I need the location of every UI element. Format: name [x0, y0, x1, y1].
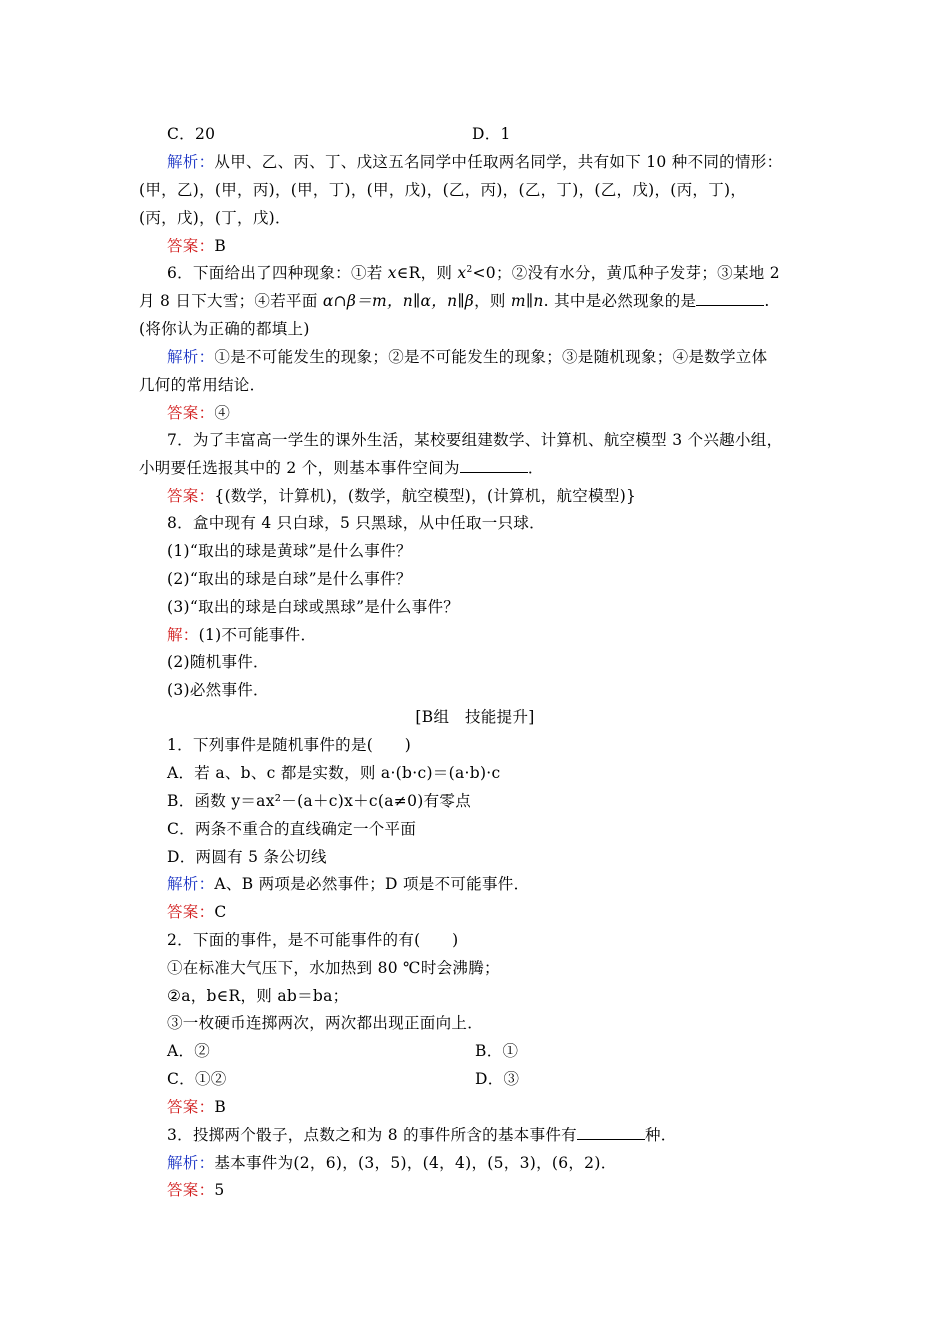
answer-value: {(数学，计算机)，(数学，航空模型)，(计算机，航空模型)}: [214, 487, 637, 505]
analysis-text: 基本事件为(2，6)，(3，5)，(4，4)，(5，3)，(6，2)．: [214, 1154, 617, 1172]
answer-blank: [577, 1125, 645, 1140]
b2-item1: ①在标准大气压下，水加热到 80 ℃时会沸腾；: [167, 959, 500, 977]
q5-analysis-line3: (丙，戊)，(丁，戊)．: [139, 209, 291, 227]
b1-option-d: D．两圆有 5 条公切线: [167, 848, 327, 866]
b2-option-b: B．①: [475, 1042, 519, 1060]
b3-end: 种．: [644, 1126, 677, 1144]
q6-math: α∩β＝m，n∥α，n∥β: [322, 292, 475, 310]
q6-line3: (将你认为正确的都填上): [139, 320, 310, 338]
answer-value: ④: [214, 404, 231, 422]
answer-value: B: [214, 237, 227, 255]
q8-part3: (3)“取出的球是白球或黑球”是什么事件？: [167, 598, 460, 616]
q8-part2: (2)“取出的球是白球”是什么事件？: [167, 570, 412, 588]
q6-text-2b: ，则: [474, 292, 511, 310]
q6-text-2a: 月 8 日下大雪；④若平面: [139, 292, 323, 310]
b3-stem: [167, 1125, 677, 1145]
option-row-q4: [167, 124, 511, 144]
answer-label: 答案：: [167, 903, 215, 921]
b2-options-row1: [167, 1041, 519, 1061]
q7-answer: [167, 486, 636, 506]
option-d: D．1: [472, 125, 511, 143]
b2-stem: 2．下面的事件，是不可能事件的有( ): [167, 931, 459, 949]
q7-text: 小明要任选报其中的 2 个，则基本事件空间为: [139, 459, 460, 477]
q7-end: ．: [527, 459, 544, 477]
b1-analysis: [167, 874, 529, 894]
q6-math2: m∥n: [510, 292, 544, 310]
answer-label: 答案：: [167, 1098, 215, 1116]
b3-text: 3．投掷两个骰子，点数之和为 8 的事件所含的基本事件有: [167, 1126, 577, 1144]
q6-sup: 2: [466, 264, 473, 275]
answer-label: 答案：: [167, 1181, 215, 1199]
b2-option-a: A．②: [167, 1042, 211, 1060]
q6-line2: [139, 291, 770, 311]
analysis-label: 解析：: [167, 153, 215, 171]
b2-answer: [167, 1097, 226, 1117]
analysis-label: 解析：: [167, 875, 215, 893]
answer-value: C: [214, 903, 227, 921]
b2-option-c: C．①②: [167, 1070, 227, 1088]
b2-options-row2: [167, 1069, 520, 1089]
b1-answer: [167, 902, 227, 922]
analysis-text: 从甲、乙、丙、丁、戊这五名同学中任取两名同学，共有如下 10 种不同的情形：: [214, 153, 783, 171]
answer-label: 答案：: [167, 237, 215, 255]
q6-text-b: ∈R，则: [396, 264, 458, 282]
q7-line1: 7．为了丰富高一学生的课外生活，某校要组建数学、计算机、航空模型 3 个兴趣小组，: [167, 431, 783, 449]
q6-line1: [167, 263, 780, 283]
q8-line1: 8．盒中现有 4 只白球，5 只黑球，从中任取一只球．: [167, 514, 545, 532]
q6-var-x2: x: [457, 264, 467, 282]
b3-answer: [167, 1180, 225, 1200]
b2-item2: ②a，b∈R，则 ab＝ba；: [167, 987, 349, 1005]
q8-part1: (1)“取出的球是黄球”是什么事件？: [167, 542, 412, 560]
b1-option-b: B．函数 y＝ax²－(a＋c)x＋c(a≠0)有零点: [167, 792, 471, 810]
answer-label: 答案：: [167, 487, 215, 505]
q6-text-a: 6．下面给出了四种现象：①若: [167, 264, 388, 282]
answer-blank: [696, 291, 764, 306]
analysis-text: ①是不可能发生的现象；②是不可能发生的现象；③是随机现象；④是数学立体: [214, 348, 768, 366]
b1-stem: 1．下列事件是随机事件的是( ): [167, 736, 412, 754]
q8-solution1: [167, 625, 316, 645]
q6-end: .: [764, 292, 770, 310]
answer-label: 答案：: [167, 404, 215, 422]
answer-blank: [460, 458, 528, 473]
q6-text-2c: . 其中是必然现象的是: [543, 292, 697, 310]
q6-text-c: <0；②没有水分，黄瓜种子发芽；③某地 2: [472, 264, 780, 282]
b1-option-a: A．若 a、b、c 都是实数，则 a·(b·c)＝(a·b)·c: [167, 764, 501, 782]
b1-option-c: C．两条不重合的直线确定一个平面: [167, 820, 417, 838]
b2-option-d: D．③: [475, 1070, 520, 1088]
answer-value: B: [214, 1098, 227, 1116]
b2-item3: ③一枚硬币连掷两次，两次都出现正面向上．: [167, 1014, 484, 1032]
q8-solution2: (2)随机事件．: [167, 653, 269, 671]
option-c: C．20: [167, 125, 216, 143]
answer-value: 5: [214, 1181, 225, 1199]
q6-answer: [167, 403, 230, 423]
q5-answer: [167, 236, 226, 256]
q5-analysis-line2: (甲，乙)，(甲，丙)，(甲，丁)，(甲，戊)，(乙，丙)，(乙，丁)，(乙，戊)，(丙，丁)，: [139, 181, 747, 199]
q8-solution3: (3)必然事件．: [167, 681, 269, 699]
analysis-text: A、B 两项是必然事件；D 项是不可能事件．: [214, 875, 530, 893]
q7-line2: [139, 458, 544, 478]
q6-analysis-line2: 几何的常用结论．: [139, 376, 266, 394]
q6-analysis-line1: [167, 347, 767, 367]
section-heading: [B组 技能提升]: [415, 708, 535, 726]
analysis-label: 解析：: [167, 348, 215, 366]
q5-analysis-line1: [167, 152, 782, 172]
q6-var-x: x: [387, 264, 397, 282]
solution-label: 解：: [167, 626, 199, 644]
analysis-label: 解析：: [167, 1154, 215, 1172]
b3-analysis: [167, 1153, 617, 1173]
solution-text: (1)不可能事件．: [198, 626, 317, 644]
